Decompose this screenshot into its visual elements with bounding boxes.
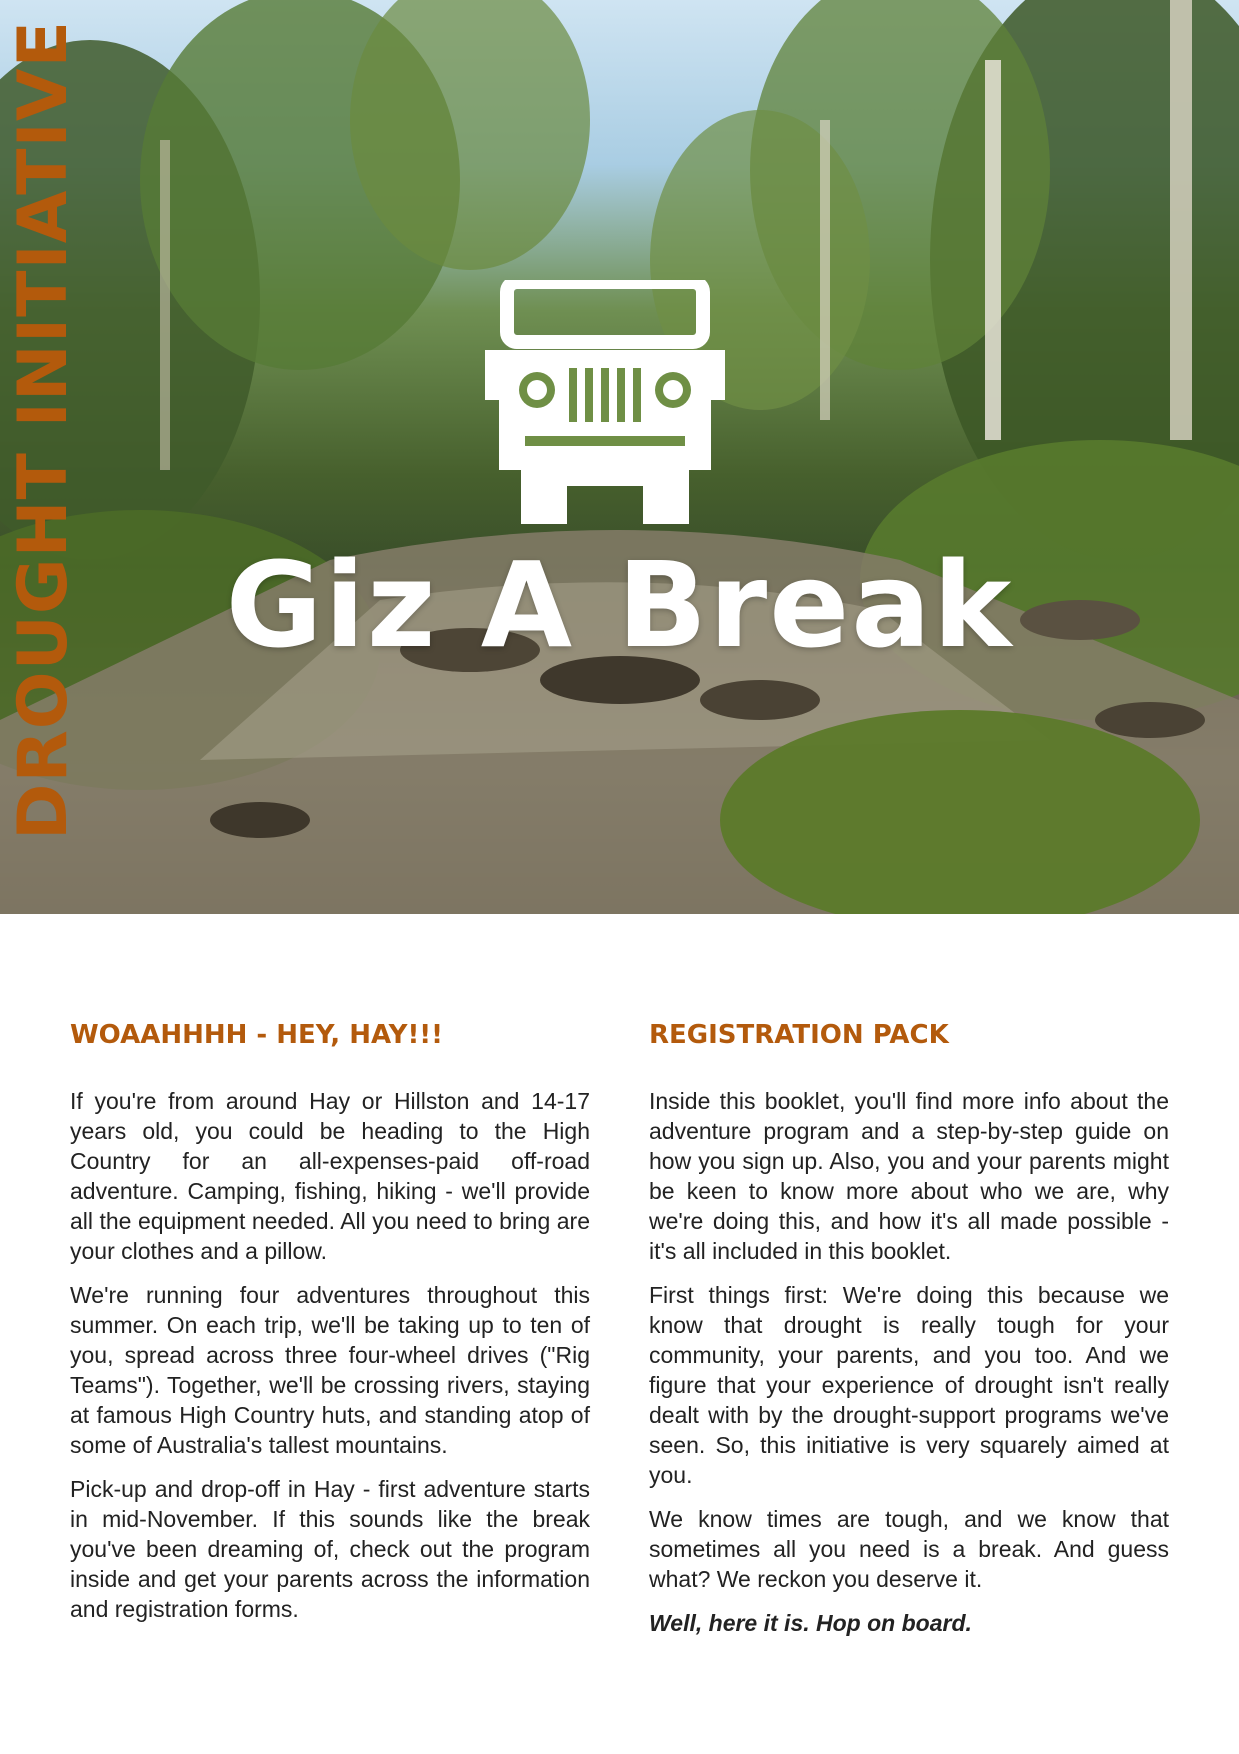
drought-initiative-title: DROUGHT INITIATIVE — [4, 20, 83, 840]
registration-paragraph-3: We know times are tough, and we know that sometimes all you need is a break. And guess what? We reckon you deserve it. — [649, 1506, 1169, 1592]
registration-heading: REGISTRATION PACK — [649, 1020, 949, 1050]
intro-heading: WOAAHHHH - HEY, HAY!!! — [70, 1020, 444, 1050]
registration-paragraph-1: Inside this booklet, you'll find more info about the adventure program and a step-by-step guide on how you sign up. Also, you and your parents might be keen to know more about who we are, why we're doing this, and how it's all made possible - it's all included in this booklet. — [649, 1088, 1169, 1264]
jeep-icon — [485, 280, 725, 530]
right-column — [649, 1018, 1169, 1652]
intro-paragraph-1: If you're from around Hay or Hillston and 14-17 years old, you could be heading to the High Country for an all-expenses-paid off-road adventure. Camping, fishing, hiking - we'll provide all the equipment needed. All you need to bring are your clothes and a pillow. — [70, 1088, 590, 1264]
intro-paragraph-3: Pick-up and drop-off in Hay - first adventure starts in mid-November. If this sounds like the break you've been dreaming of, check out the program inside and get your parents across the information and registration forms. — [70, 1476, 590, 1622]
registration-paragraph-2: First things first: We're doing this because we know that drought is really tough for your community, your parents, and you too. And we figure that your experience of drought isn't really dealt with by the drought-support programs we've seen. So, this initiative is very squarely aimed at you. — [649, 1282, 1169, 1488]
intro-paragraph-2: We're running four adventures throughout this summer. On each trip, we'll be taking up to ten of you, spread across three four-wheel drives ("Rig Teams"). Together, we'll be crossing rivers, staying at famous High Country huts, and standing atop of some of Australia's tallest mountains. — [70, 1282, 590, 1458]
left-column — [70, 1018, 590, 1638]
brand-title: Giz A Break — [225, 536, 1014, 674]
closing-line: Well, here it is. Hop on board. — [649, 1610, 972, 1636]
